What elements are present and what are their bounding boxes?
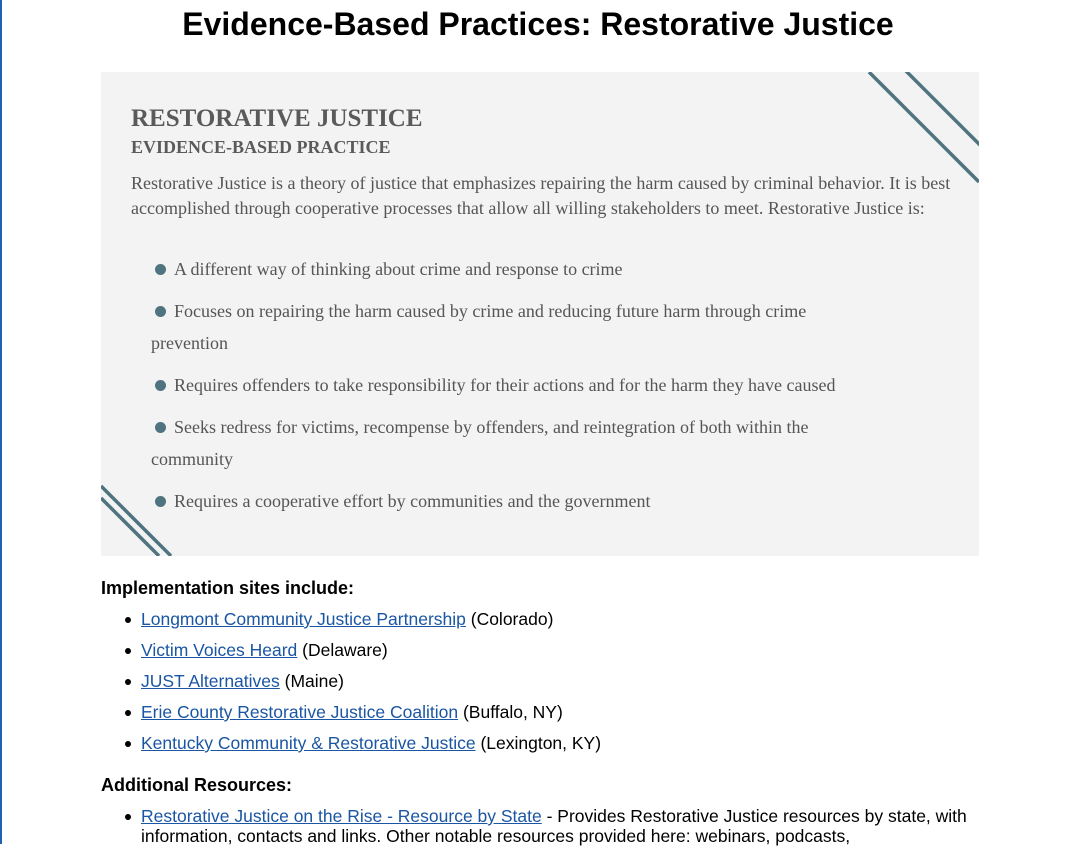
bullet-icon <box>155 422 166 433</box>
list-item: Erie County Restorative Justice Coalition (Buffalo, NY) <box>101 702 601 733</box>
implementation-heading: Implementation sites include: <box>101 578 355 598</box>
restorative-justice-infographic <box>101 72 979 556</box>
bullet-icon <box>125 648 131 654</box>
page-title: Evidence-Based Practices: Restorative Justice <box>182 6 894 42</box>
infographic-list-item: A different way of thinking about crime and response to crime <box>151 253 911 285</box>
site-link-just-alternatives[interactable]: JUST Alternatives <box>141 671 280 691</box>
additional-resources-heading: Additional Resources: <box>101 775 293 795</box>
bullet-icon <box>125 814 131 820</box>
list-item: Kentucky Community & Restorative Justice (Lexington, KY) <box>101 733 601 764</box>
infographic-title: RESTORATIVE JUSTICE <box>131 105 423 132</box>
page-left-border <box>0 0 2 844</box>
list-item: Victim Voices Heard (Delaware) <box>101 640 601 671</box>
list-item: JUST Alternatives (Maine) <box>101 671 601 702</box>
bullet-icon <box>125 617 131 623</box>
bullet-icon <box>155 264 166 275</box>
implementation-sites-list <box>101 609 601 764</box>
infographic-list-item: Requires offenders to take responsibility for their actions and for the harm they have caused <box>151 369 911 401</box>
infographic-list-item: Focuses on repairing the harm caused by crime and reducing future harm through crime prevention <box>151 301 807 353</box>
site-link-kentucky[interactable]: Kentucky Community & Restorative Justice <box>141 733 476 753</box>
site-link-longmont[interactable]: Longmont Community Justice Partnership <box>141 609 466 629</box>
bullet-icon <box>125 710 131 716</box>
list-item: Restorative Justice on the Rise - Resource by State - Provides Restorative Justice resources by state, with information, contacts and links. Other notable resources provided here: webinars, podcasts, <box>101 806 981 846</box>
list-item: Longmont Community Justice Partnership (Colorado) <box>101 609 601 640</box>
bullet-icon <box>155 380 166 391</box>
resource-link-rj-on-the-rise[interactable]: Restorative Justice on the Rise - Resource by State <box>141 806 542 826</box>
infographic-list-item: Requires a cooperative effort by communities and the government <box>151 485 911 517</box>
additional-resources-list <box>101 806 981 846</box>
bullet-icon <box>125 741 131 747</box>
infographic-list-item: Seeks redress for victims, recompense by offenders, and reintegration of both within the community <box>151 417 809 469</box>
site-link-erie-county[interactable]: Erie County Restorative Justice Coalition <box>141 702 459 722</box>
site-link-victim-voices-heard[interactable]: Victim Voices Heard <box>141 640 298 660</box>
infographic-intro: Restorative Justice is a theory of justice that emphasizes repairing the harm caused by criminal behavior. It is best accomplished through cooperative processes that allow all willing stakeholders to meet. Restorative Justice is: <box>131 173 951 218</box>
bullet-icon <box>155 306 166 317</box>
infographic-subtitle: EVIDENCE-BASED PRACTICE <box>131 137 391 157</box>
bullet-icon <box>125 679 131 685</box>
bullet-icon <box>155 496 166 507</box>
